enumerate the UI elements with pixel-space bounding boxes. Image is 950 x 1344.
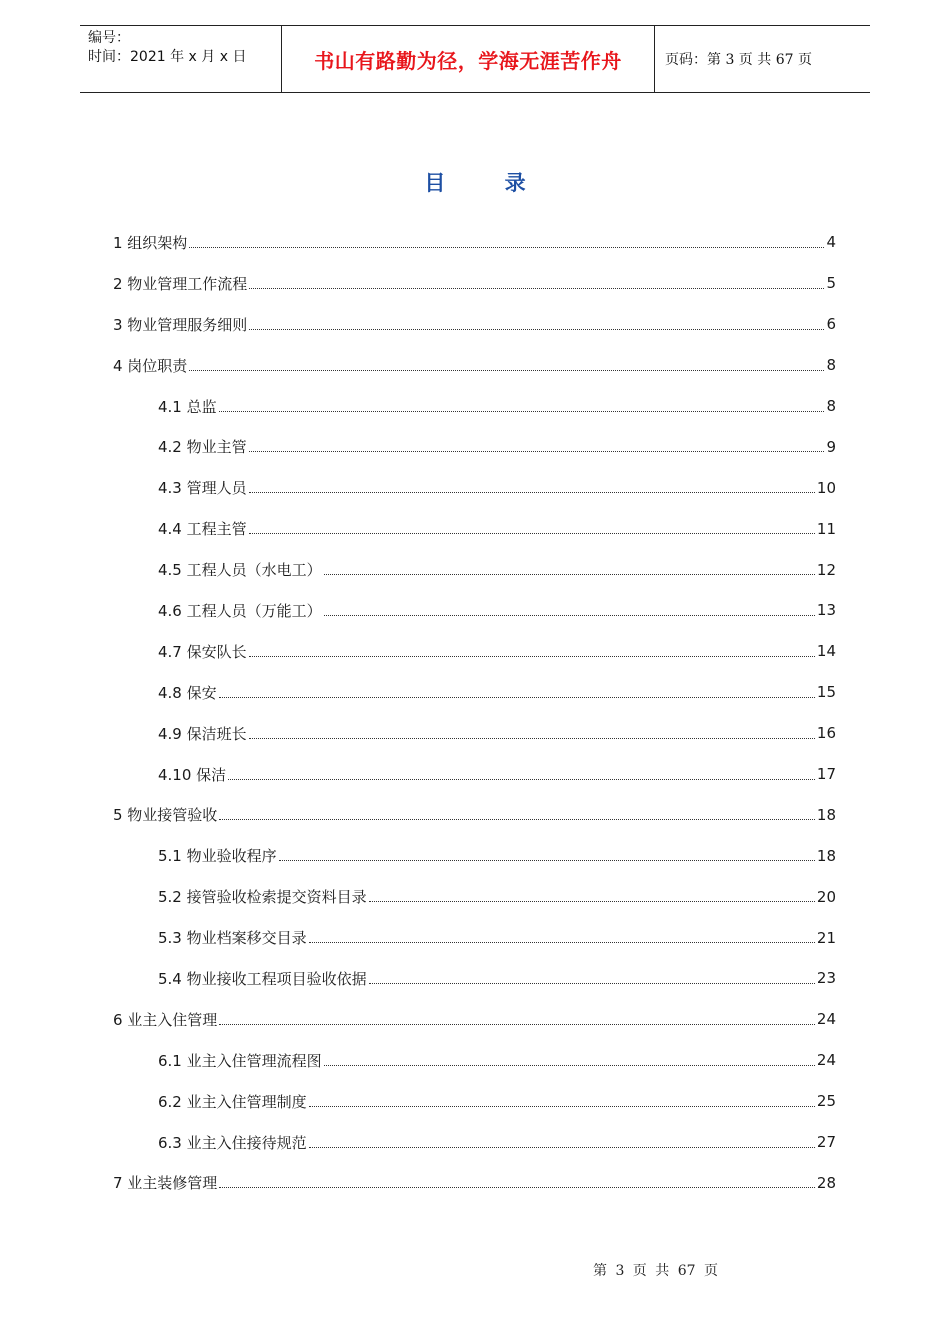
toc-leader-dots [369, 982, 815, 984]
toc-entry-page: 8 [826, 397, 836, 415]
toc-entry-title: 1 组织架构 [113, 233, 188, 252]
toc-entry-page: 6 [826, 315, 836, 334]
toc-title: 目 录 [424, 171, 552, 195]
toc-leader-dots [249, 491, 815, 493]
toc-entry-page: 12 [816, 560, 836, 579]
toc-entry-title: 4.7 保安队长 [158, 642, 247, 661]
toc-entry[interactable] [113, 713, 836, 754]
toc-entry-title: 4.1 总监 [158, 397, 217, 416]
toc-entry-page: 8 [826, 356, 836, 375]
toc-leader-dots [324, 1064, 815, 1066]
toc-leader-dots [249, 287, 824, 289]
toc-entry-title: 5.2 接管验收检索提交资料目录 [158, 888, 367, 907]
toc-entry-title: 5 物业接管验收 [113, 806, 218, 825]
toc-entry[interactable] [113, 672, 836, 713]
toc-entry-page: 24 [816, 1051, 836, 1070]
toc-entry-page: 28 [816, 1173, 836, 1192]
toc-leader-dots [249, 328, 824, 330]
toc-entry[interactable] [113, 263, 836, 304]
toc-leader-dots [219, 818, 815, 820]
toc-entry[interactable] [113, 794, 836, 835]
toc-entry-title: 4.2 物业主管 [158, 438, 247, 457]
toc-entry-title: 6 业主入住管理 [113, 1010, 218, 1029]
toc-leader-dots [219, 1186, 815, 1188]
toc-entry[interactable] [113, 304, 836, 345]
toc-leader-dots [228, 778, 815, 780]
toc-entry[interactable] [113, 999, 836, 1040]
toc-entry-title: 2 物业管理工作流程 [113, 274, 248, 293]
toc-leader-dots [219, 410, 825, 412]
toc-entry[interactable] [113, 1162, 836, 1203]
toc-entry[interactable] [113, 1081, 836, 1122]
toc-entry-title: 6.2 业主入住管理制度 [158, 1092, 307, 1111]
toc-entry-title: 4.3 管理人员 [158, 479, 247, 498]
toc-entry[interactable] [113, 549, 836, 590]
toc-entry[interactable] [113, 345, 836, 386]
toc-entry-page: 17 [816, 765, 836, 784]
toc-entry-title: 4.10 保洁 [158, 765, 227, 784]
toc-entry[interactable] [113, 590, 836, 631]
toc-entry-title: 3 物业管理服务细则 [113, 315, 248, 334]
toc-entry-page: 5 [826, 274, 836, 293]
header-motto-cell [282, 26, 655, 92]
toc-entry[interactable] [113, 917, 836, 958]
toc-entry[interactable] [113, 754, 836, 795]
toc-entry[interactable] [113, 426, 836, 467]
footer-page-number: 第 3 页 共 67 页 [593, 1263, 718, 1279]
page-header [80, 25, 870, 93]
toc-entry[interactable] [113, 508, 836, 549]
toc-entry-page: 21 [816, 928, 836, 947]
toc-entry-title: 6.3 业主入住接待规范 [158, 1133, 307, 1152]
toc-entry-page: 16 [816, 724, 836, 743]
toc-entry-page: 10 [816, 478, 836, 497]
toc-entry-page: 15 [816, 683, 836, 702]
toc-entry-title: 4.8 保安 [158, 683, 217, 702]
toc-entry-title: 4.9 保洁班长 [158, 724, 247, 743]
toc-entry[interactable] [113, 835, 836, 876]
toc-entry-title: 4.6 工程人员（万能工） [158, 601, 322, 620]
toc-entry[interactable] [113, 1122, 836, 1163]
toc-entry-title: 7 业主装修管理 [113, 1174, 218, 1193]
toc-entry-title: 5.3 物业档案移交目录 [158, 929, 307, 948]
toc-entry[interactable] [113, 876, 836, 917]
toc-entry-page: 25 [816, 1092, 836, 1111]
document-number-label: 编号： [88, 30, 130, 46]
toc-entry[interactable] [113, 386, 836, 427]
toc-entry[interactable] [113, 222, 836, 263]
toc-entry-title: 4.5 工程人员（水电工） [158, 561, 322, 580]
toc-leader-dots [309, 941, 815, 943]
toc-leader-dots [369, 900, 815, 902]
toc-entry[interactable] [113, 631, 836, 672]
toc-leader-dots [249, 450, 825, 452]
toc-leader-dots [324, 573, 815, 575]
toc-leader-dots [219, 696, 815, 698]
toc-entry-title: 4.4 工程主管 [158, 520, 247, 539]
toc-entry-title: 6.1 业主入住管理流程图 [158, 1051, 322, 1070]
toc-entry-page: 11 [816, 519, 836, 538]
toc-entry-page: 18 [816, 805, 836, 824]
toc-leader-dots [249, 737, 815, 739]
toc-entry-page: 24 [816, 1010, 836, 1029]
header-page-info-cell [655, 26, 870, 92]
toc-entry[interactable] [113, 467, 836, 508]
toc-leader-dots [309, 1105, 815, 1107]
toc-entry-title: 4 岗位职责 [113, 356, 188, 375]
header-motto: 书山有路勤为径，学海无涯苦作舟 [314, 48, 622, 73]
toc-leader-dots [249, 532, 815, 534]
toc-entry-page: 20 [816, 887, 836, 906]
header-page-info: 页码：第 3 页 共 67 页 [665, 52, 812, 68]
toc-leader-dots [219, 1023, 815, 1025]
toc-leader-dots [324, 614, 815, 616]
header-meta [80, 26, 282, 92]
toc-leader-dots [309, 1146, 815, 1148]
toc-entry-page: 14 [816, 642, 836, 661]
toc-entry-page: 18 [816, 846, 836, 865]
toc-entry-page: 27 [816, 1133, 836, 1152]
toc-entry-page: 9 [826, 437, 836, 456]
toc-leader-dots [189, 369, 824, 371]
toc-leader-dots [189, 246, 824, 248]
toc-entry-page: 23 [816, 969, 836, 988]
toc-entry-title: 5.1 物业验收程序 [158, 847, 277, 866]
toc-leader-dots [249, 655, 815, 657]
toc-entry[interactable] [113, 958, 836, 999]
table-of-contents [113, 222, 836, 1203]
toc-entry-page: 4 [826, 233, 836, 252]
toc-leader-dots [279, 859, 815, 861]
toc-entry-page: 13 [816, 601, 836, 620]
document-date: 时间：2021 年 x 月 x 日 [88, 49, 247, 65]
toc-entry[interactable] [113, 1040, 836, 1081]
toc-entry-title: 5.4 物业接收工程项目验收依据 [158, 969, 367, 988]
